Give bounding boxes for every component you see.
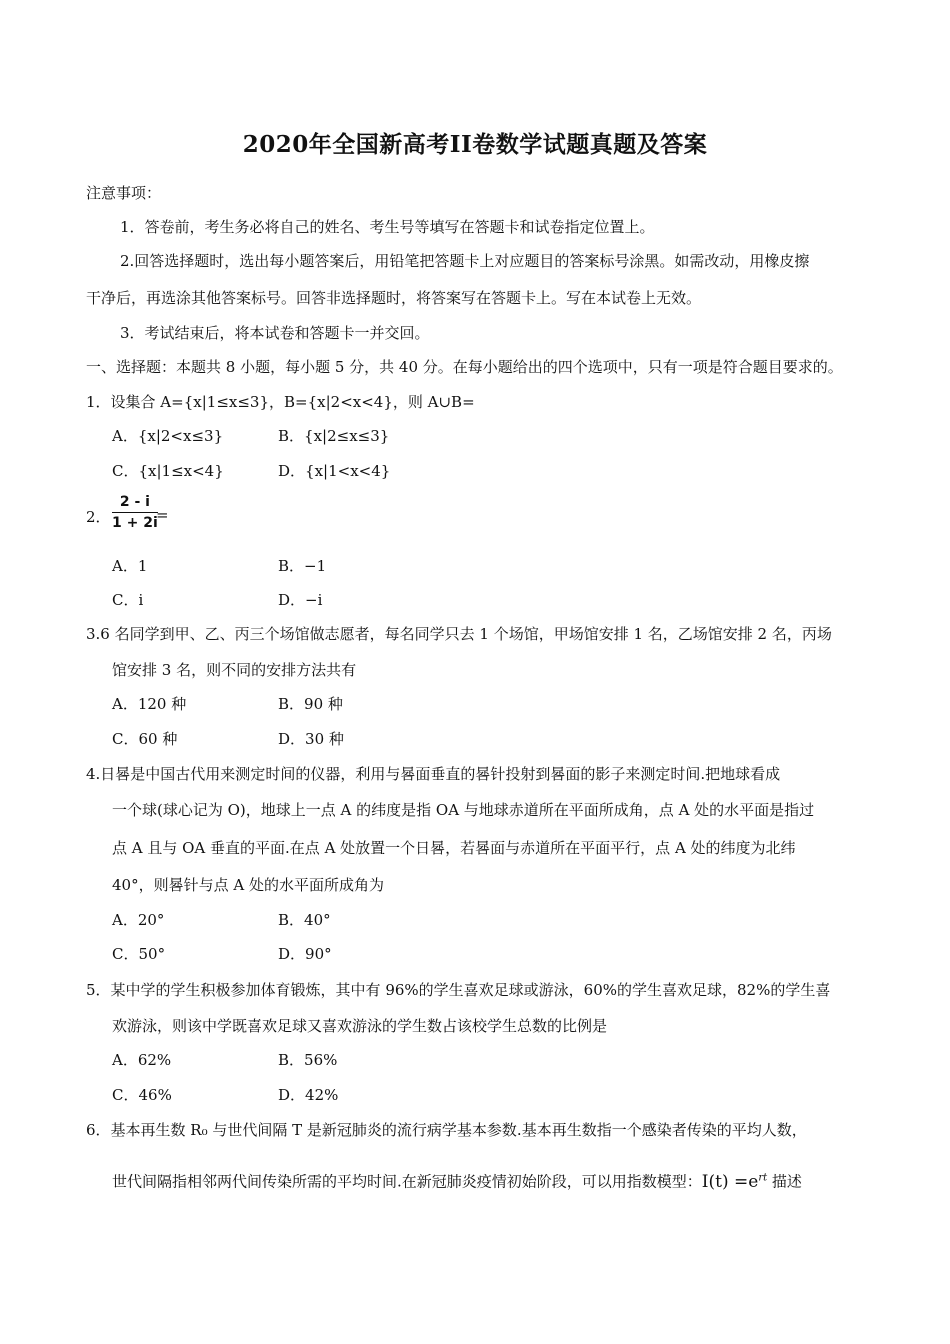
q1-option-a: A．{x|2<x≤3} [112, 427, 224, 445]
q6-formula-exponent: rt [758, 1172, 768, 1183]
q4-option-c: C．50° [112, 945, 166, 963]
q1-option-b: B．{x|2≤x≤3} [278, 427, 390, 445]
q5-option-c: C．46% [112, 1086, 172, 1104]
section-heading: 一、选择题：本题共 8 小题，每小题 5 分，共 40 分。在每小题给出的四个选项中，只有一项是符合题目要求的。 [86, 358, 843, 376]
notice-item-3: 3．考试结束后，将本试卷和答题卡一并交回。 [120, 324, 430, 342]
q1-option-c: C．{x|1≤x<4} [112, 462, 224, 480]
q4-option-b: B．40° [278, 911, 331, 929]
q5-option-d: D．42% [278, 1086, 339, 1104]
q2-option-d: D．−i [278, 591, 323, 609]
question-3-line-2: 馆安排 3 名，则不同的安排方法共有 [112, 661, 357, 679]
q5-option-a: A．62% [112, 1051, 172, 1069]
question-4-line-1: 4.日晷是中国古代用来测定时间的仪器，利用与晷面垂直的晷针投射到晷面的影子来测定时间.把地球看成 [86, 765, 781, 783]
question-5-line-2: 欢游泳，则该中学既喜欢足球又喜欢游泳的学生数占该校学生总数的比例是 [112, 1017, 608, 1035]
q6-line-2-text: 世代间隔指相邻两代间传染所需的平均时间.在新冠肺炎疫情初始阶段，可以用指数模型： [112, 1172, 702, 1191]
question-6-line-2 [112, 1168, 802, 1192]
notice-item-2: 2.回答选择题时，选出每小题答案后，用铅笔把答题卡上对应题目的答案标号涂黑。如需改动，用橡皮擦 [120, 252, 810, 270]
q2-numerator: 2 - i [112, 494, 158, 513]
question-4-line-3: 点 A 且与 OA 垂直的平面.在点 A 处放置一个日晷，若晷面与赤道所在平面平行，点 A 处的纬度为北纬 [112, 839, 796, 857]
question-1-stem: 1．设集合 A={x|1≤x≤3}，B={x|2<x<4}，则 A∪B= [86, 393, 475, 411]
question-5-line-1: 5．某中学的学生积极参加体育锻炼，其中有 96%的学生喜欢足球或游泳，60%的学生喜欢足球，82%的学生喜 [86, 981, 831, 999]
q3-option-c: C．60 种 [112, 730, 178, 748]
notice-item-2-cont: 干净后，再选涂其他答案标号。回答非选择题时，将答案写在答题卡上。写在本试卷上无效。 [86, 289, 702, 307]
q4-option-d: D．90° [278, 945, 332, 963]
q6-formula [702, 1172, 767, 1192]
q3-option-b: B．90 种 [278, 695, 343, 713]
q2-option-a: A．1 [112, 557, 148, 575]
q2-option-c: C．i [112, 591, 144, 609]
page-title: 2020年全国新高考II卷数学试题真题及答案 [242, 131, 708, 158]
question-6-line-1: 6．基本再生数 R₀ 与世代间隔 T 是新冠肺炎的流行病学基本参数.基本再生数指一个感染者传染的平均人数， [86, 1121, 807, 1139]
q2-option-b: B．−1 [278, 557, 327, 575]
q3-option-d: D．30 种 [278, 730, 344, 748]
q2-equals: = [156, 506, 169, 524]
q6-formula-base: I(t) =e [701, 1171, 759, 1192]
question-3-line-1: 3.6 名同学到甲、乙、丙三个场馆做志愿者，每名同学只去 1 个场馆，甲场馆安排 1 名，乙场馆安排 2 名，丙场 [86, 625, 832, 643]
q1-option-d: D．{x|1<x<4} [278, 462, 391, 480]
question-4-line-2: 一个球(球心记为 O)，地球上一点 A 的纬度是指 OA 与地球赤道所在平面所成角，点 A 处的水平面是指过 [112, 801, 815, 819]
notice-heading: 注意事项： [86, 184, 162, 202]
q5-option-b: B．56% [278, 1051, 338, 1069]
q2-fraction [112, 494, 158, 531]
question-2-label: 2． [86, 508, 111, 526]
question-4-line-4: 40°，则晷针与点 A 处的水平面所成角为 [112, 876, 384, 894]
q6-line-2-end: 描述 [771, 1172, 802, 1191]
notice-item-1: 1．答卷前，考生务必将自己的姓名、考生号等填写在答题卡和试卷指定位置上。 [120, 218, 655, 236]
q3-option-a: A．120 种 [112, 695, 187, 713]
q2-denominator: 1 + 2i [112, 515, 158, 531]
q4-option-a: A．20° [112, 911, 165, 929]
